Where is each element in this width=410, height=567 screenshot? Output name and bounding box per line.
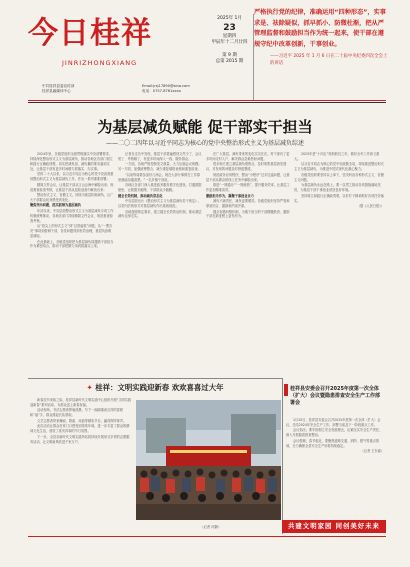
editor-line: 中共桂祥县委宣传部 xyxy=(42,84,75,88)
paragraph: 从“指尖上的形式主义”到“过度留痕”问题，从“一票否决”事项到借调干部，各类问题得到有效治理，基层负担明显减轻。 xyxy=(30,224,113,239)
paragraph: 推进“一网通办”“一网统管”，提升服务效率，让基层工作更加精准高效。 xyxy=(206,183,290,193)
issue-total: 总第 2015 期 xyxy=(215,59,244,64)
paragraph: 会议强调，春节临近，要聚焦道路交通、消防、燃气等重点领域，全力确保全县安全生产形势持续稳定。 xyxy=(286,438,380,448)
article-source: （据《人民日报》） xyxy=(356,204,384,209)
sidebar-divider xyxy=(282,378,283,534)
main-subhead: ——二〇二四年以习近平同志为核心的党中央整治形式主义为基层减负综述 xyxy=(105,140,304,147)
contact-line: 电话：0757-8761xxxx xyxy=(142,89,181,93)
issue-edition: 第 9 期 xyxy=(222,52,237,58)
contact-line: Email:jrzj17890@sina.com xyxy=(142,84,190,88)
issue-date-box xyxy=(206,16,253,66)
paragraph: 各级党组织要坚持以上率下，坚决纠治各种形式主义、官僚主义问题。 xyxy=(294,172,384,182)
paragraph: 文艺志愿者带来舞蹈、歌曲、戏曲等精彩节目，赢得阵阵掌声。 xyxy=(37,418,127,423)
masthead-title: 今日桂祥 xyxy=(28,16,152,51)
sidebar-title: 桂祥县安委会召开2025年度第一次全体（扩大）会议暨隐患排查安全生产工作部署会 xyxy=(290,386,381,406)
paragraph: 新春佳节来临之际，桂祥县新时代文明实践中心组织开展“文明实践迎新春”系列活动，为群众送上新春祝福。 xyxy=(30,398,132,407)
paragraph: 为基层减负永远在路上。要一以贯之推动各项措施落地见效，为基层干部干事创业营造良好环境。 xyxy=(294,183,381,193)
slogan-strip: 共建文明家园 同创美好未来 xyxy=(282,520,386,533)
section-heading: 激励担当作为，凝聚干事创业合力 xyxy=(206,193,254,198)
header-rule-thin xyxy=(28,102,386,103)
paragraph: 2025年是“十四五”规划收官之年，做好全年工作意义重大。 xyxy=(294,152,380,161)
paragraph: 此次活动让群众在家门口感受到浓浓年味，进一步丰富了群众的精神文化生活，营造了喜庆祥和的节日氛围。 xyxy=(30,424,130,434)
issue-lunar: 甲辰年十二月廿四 xyxy=(211,40,248,45)
paragraph: 下一步，全县各新时代文明实践所站将持续开展形式多样的志愿服务活动，让文明新风吹进千家万户。 xyxy=(30,434,130,444)
article-column-2 xyxy=(118,152,202,378)
paragraph: 一方面，各地严格控制发文数量，大力压缩会议规模；另一方面，加强统筹整合，减少重复填报表格和重复检查。 xyxy=(118,162,202,172)
article-column-1 xyxy=(30,152,114,378)
paragraph: 整治形式主义、官僚主义，持续为基层松绑减负，让广大干部群众切身感受到变化。 xyxy=(30,193,114,202)
paragraph: 2024年里，各级党组织全面贯彻落实中央部署要求，持续深化整治形式主义为基层减负，推动各地区各部门树立和践行正确政绩观，切实把减负担、减负累的要求落到实处，让基层干部有更多时间精力抓落实、办实事。 xyxy=(30,152,113,171)
paragraph: 活动现场，书法志愿者挥毫泼墨，写下一副副寓意吉祥的春联和“福”字，群众排起长队领取。 xyxy=(30,408,124,418)
paragraph: 在此基础上，各级党组织把为基层减负同激励干部担当作为紧密结合，推动干部把精力用到抓落实上来。 xyxy=(30,239,114,249)
main-headline: 为基层减负赋能 促干部实干担当 xyxy=(97,118,313,136)
section-divider xyxy=(28,378,282,379)
paragraph: 规范政务应用程序，整治“小程序”过多过滥问题，让基层干部从繁杂的线上任务中解脱出来。 xyxy=(206,172,290,182)
paragraph: 中央层面出台《整治形式主义为基层减负若干规定》，以党内法规形式对基层减负作出系统规范。 xyxy=(118,199,202,209)
article-column-4 xyxy=(294,152,384,378)
paragraph: 精简文件会议，让基层干部从文山会海中解脱出来；规范督查检查考核，让基层干部从迎检迎查中解放出来； xyxy=(30,182,114,192)
paragraph: 党的二十大以来，以习近平同志为核心的党中央高度重视整治形式主义为基层减负工作，作出一系列重要部署。 xyxy=(30,172,114,182)
paragraph: 以习近平同志为核心的党中央统揽全局，持续推进整治形式主义为基层减负，为推进中国式现代化凝心聚力。 xyxy=(294,162,384,172)
paragraph: 健全容错纠错机制，为敢于担当的干部撑腰鼓劲，激励干部在新征程上奋发有为。 xyxy=(206,209,290,219)
section-heading: 健全长效机制，推动减负常态化 xyxy=(118,193,163,198)
quote-text: 严格执行党的纪律，准确运用“四种形态”，实事求是、祛除疑似，抓早抓小、防微杜渐，把从严管理监督和鼓励担当作为统一起来，使干部在遵规守纪中改革创新，干事创业。 xyxy=(254,9,386,48)
paragraph: 记者在走访中发现，基层干部普遍感到文件少了、会议短了、考核精了，有更多时间深入一线、服务群众。 xyxy=(118,152,202,161)
photo-caption: （记者 何静） xyxy=(200,525,222,529)
paragraph: 年初以来，中央层面整治形式主义为基层减负专项工作机制统筹推动，各地各部门持续精简文件会议、规范督查检查考核。 xyxy=(30,208,114,223)
sidebar-article xyxy=(286,418,384,514)
editor-info xyxy=(42,84,90,94)
paragraph: “以前每周要参加好几场会，现在大部分事情在工作群里就能沟通清楚。”一名乡镇干部说。 xyxy=(118,172,200,182)
feature-photo xyxy=(136,400,281,520)
header-rule xyxy=(28,100,386,101)
issue-date: 2025年 1月 xyxy=(217,16,242,21)
sidebar-marker xyxy=(284,384,288,396)
section-heading: 聚焦突出问题，抓实抓细为基层减负 xyxy=(30,203,81,208)
issue-day: 23 xyxy=(223,22,236,33)
editor-line: 桂祥县融媒体中心 xyxy=(42,89,71,93)
quote-box xyxy=(254,8,389,84)
contact-info xyxy=(142,84,204,94)
issue-weekday: 星期四 xyxy=(222,33,237,39)
bullet-icon: ✦ xyxy=(86,383,96,392)
paragraph: 1月20日，桂祥县安委会召开2025年度第一次全体（扩大）会议，总结2024年安全生产工作，部署当前及下一阶段重点工作。 xyxy=(286,418,381,427)
masthead-pinyin: JINRIZHONGXIANG xyxy=(62,59,138,67)
feature-text xyxy=(30,398,132,522)
feature-title: 桂祥：文明实践迎新春 欢欢喜喜过大年 xyxy=(95,383,224,392)
article-column-3 xyxy=(206,152,290,378)
paragraph: 减负不减责任，减负更要增效。各级党组织坚持严管和厚爱结合、激励和约束并重。 xyxy=(206,199,290,209)
footer-rule xyxy=(28,536,386,537)
paragraph: 各地区各部门深入推进政务服务数字化建设，打通数据壁垒，让数据多跑路、干部群众少跑腿。 xyxy=(118,183,202,193)
feature-banner xyxy=(28,382,282,393)
paragraph: 很多地方建立基层减负观察点，及时收集基层意见建议，对发现的问题及时督促整改。 xyxy=(206,162,287,172)
quote-source: ——习近平 2025 年 1 月 6 日在二十届中央纪委四次全会上的讲话 xyxy=(270,54,388,67)
paragraph: 各地按照规定要求，建立健全长效常治机制，推动基层减负走深走实。 xyxy=(118,209,202,219)
paragraph: 会议指出，要牢固树立安全发展理念，压紧压实安全生产责任，深入开展隐患排查整治。 xyxy=(286,428,383,438)
sidebar-caption: （记者 王东嘉） xyxy=(360,449,384,454)
paragraph: 坚持树立和践行正确政绩观，以钉钉子精神抓好各项任务落实。 xyxy=(294,193,384,203)
paragraph: 在广大基层，减负带来的变化实实在在。村干部有了更多时间走村入户，解决群众急难愁盼问题。 xyxy=(206,152,290,161)
